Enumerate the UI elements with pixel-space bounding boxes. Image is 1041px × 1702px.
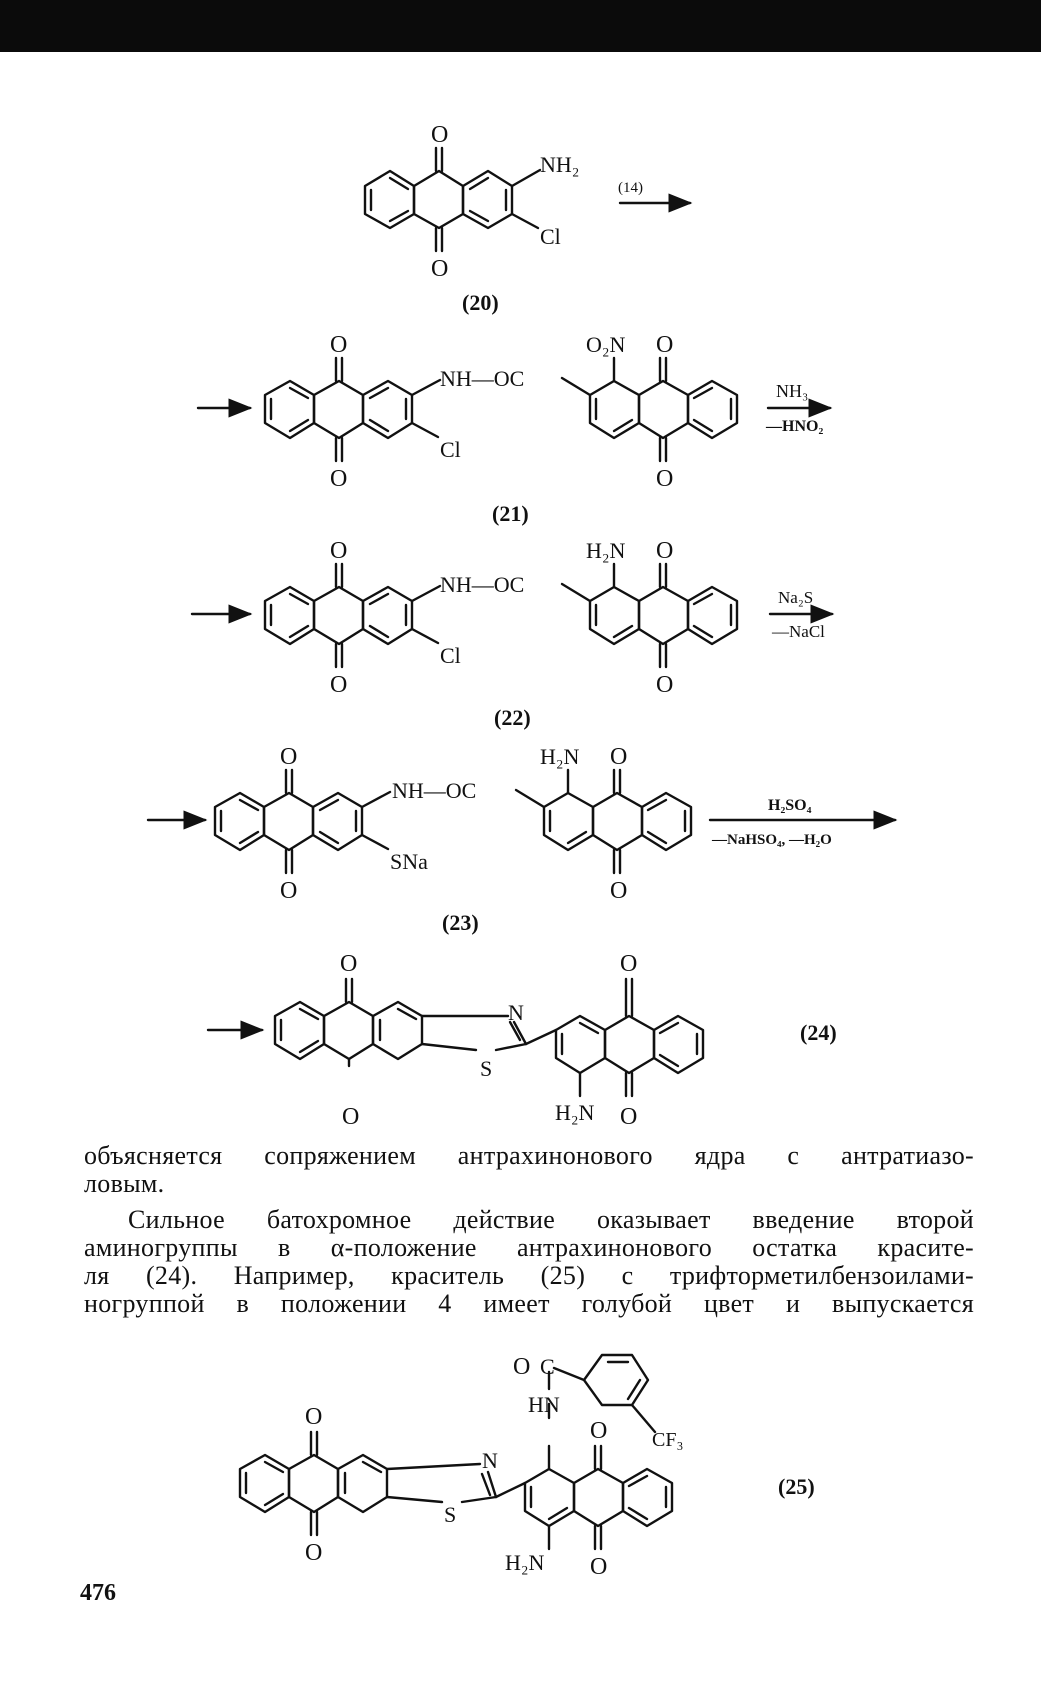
c21-chloro: Cl [440, 437, 461, 462]
c25-n: N [482, 1448, 498, 1473]
c23-linker: NH—OC [392, 778, 477, 803]
c24-o1: O [340, 951, 358, 977]
c25-carbonyl-c: C [540, 1354, 555, 1379]
c25-o3: O [590, 1418, 608, 1444]
paragraph-2-line-3: ля (24). Например, краситель (25) с трифторметилбензоилами- [84, 1261, 974, 1290]
c21-o4: O [656, 466, 674, 492]
c25-cf3: CF₃ [652, 1429, 684, 1451]
c20-amine: NH₂ [540, 152, 580, 177]
c24-o3: O [620, 951, 638, 977]
c23-o4: O [610, 878, 628, 904]
c24-n: N [508, 1000, 524, 1025]
r2-reagent-top: NH₃ [776, 381, 809, 401]
c25-s: S [444, 1502, 457, 1527]
c22-chloro: Cl [440, 643, 461, 668]
compound-20-structure [365, 148, 540, 251]
c24-o4: O [620, 1104, 638, 1130]
c22-o2: O [330, 672, 348, 698]
c23-o3: O [610, 744, 628, 770]
c21-nitro: O₂N [586, 332, 626, 357]
paragraph-2-line-4: ногруппой в положении 4 имеет голубой цвет и выпускается [84, 1289, 974, 1318]
c25-o2: O [305, 1540, 323, 1566]
c20-o-bottom: O [431, 256, 449, 282]
c24-amine: H₂N [555, 1100, 595, 1125]
c22-label: (22) [494, 705, 531, 730]
c22-o3: O [656, 538, 674, 564]
paragraph-1-line-2: ловым. [84, 1169, 165, 1198]
c25-hn: HN [528, 1392, 560, 1417]
paragraph-2-line-1: Сильное батохромное действие оказывает введение второй [128, 1205, 974, 1234]
c23-o2: O [280, 878, 298, 904]
r2-reagent-bottom: —HNO₂ [766, 418, 824, 435]
c20-o-top: O [431, 122, 449, 148]
c23-o1: O [280, 744, 298, 770]
c22-o4: O [656, 672, 674, 698]
c21-o2: O [330, 466, 348, 492]
c23-thiolate: SNa [390, 849, 428, 874]
c25-amine: H₂N [505, 1550, 545, 1575]
c25-o1: O [305, 1404, 323, 1430]
paragraph-2 [84, 1206, 974, 1318]
paragraph-1-line-1: объясняется сопряжением антрахинонового ядра с антратиазо- [84, 1141, 974, 1170]
r4-reagent-top: H₂SO₄ [768, 797, 812, 814]
c24-o2: O [342, 1104, 360, 1130]
c23-amine: H₂N [540, 744, 580, 769]
c22-o1: O [330, 538, 348, 564]
c23-label: (23) [442, 910, 479, 935]
r4-reagent-bottom: —NaHSO₄, —H₂O [712, 832, 832, 848]
c22-linker: NH—OC [440, 572, 525, 597]
c20-chloro: Cl [540, 224, 561, 249]
c21-linker: NH—OC [440, 366, 525, 391]
c25-o4: O [590, 1554, 608, 1580]
c25-o5: O [513, 1354, 531, 1380]
c22-amine: H₂N [586, 538, 626, 563]
c21-o3: O [656, 332, 674, 358]
c24-label: (24) [800, 1020, 837, 1045]
paragraph-2-line-2: аминогруппы в α-положение антрахинонового остатка красите- [84, 1233, 974, 1262]
paragraph-1 [84, 1142, 974, 1198]
c20-label: (20) [462, 290, 499, 315]
r3-reagent-bottom: —NaCl [772, 622, 825, 641]
r3-reagent-top: Na₂S [778, 588, 814, 607]
c21-label: (21) [492, 501, 529, 526]
c21-o1: O [330, 332, 348, 358]
c25-label: (25) [778, 1474, 815, 1499]
r1-reagent: (14) [618, 180, 643, 196]
c24-s: S [480, 1056, 493, 1081]
page-number: 476 [80, 1580, 116, 1606]
